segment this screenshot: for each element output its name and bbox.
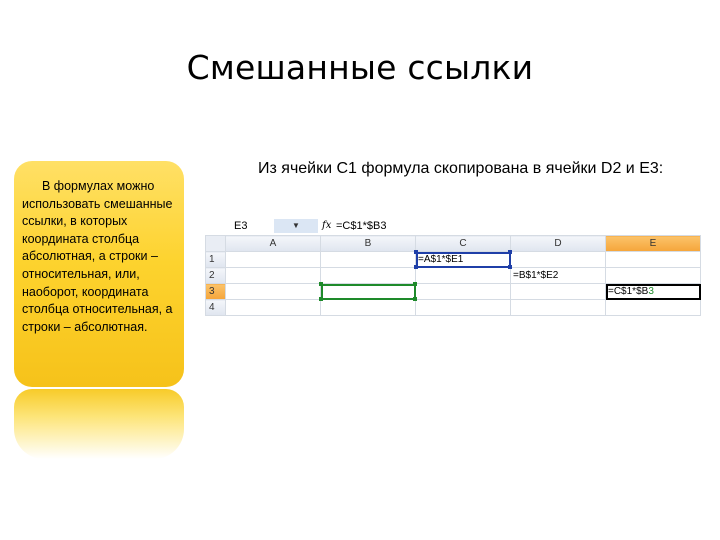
cell-a1[interactable] [226, 252, 321, 268]
table-row [206, 268, 701, 284]
cell-c1-value: =A$1*$E1 [418, 254, 464, 265]
column-header-row [206, 236, 701, 252]
table-row [206, 284, 701, 300]
cell-b1[interactable] [321, 252, 416, 268]
cell-d1[interactable] [511, 252, 606, 268]
cell-b4[interactable] [321, 300, 416, 316]
ref-handle [508, 250, 512, 254]
ref-handle [414, 265, 418, 269]
ref-handle [414, 250, 418, 254]
ref-handle [319, 297, 323, 301]
cell-c1[interactable] [416, 252, 511, 268]
ref-handle [508, 265, 512, 269]
ref-handle [413, 297, 417, 301]
cell-a4[interactable] [226, 300, 321, 316]
cell-c2[interactable] [416, 268, 511, 284]
cell-a2[interactable] [226, 268, 321, 284]
row-header-4[interactable]: 4 [206, 300, 226, 316]
spreadsheet-grid [205, 235, 701, 316]
ref-handle [413, 282, 417, 286]
cell-d2[interactable]: =B$1*$E2 [511, 268, 606, 284]
fx-icon[interactable]: fx [322, 220, 332, 231]
cell-c4[interactable] [416, 300, 511, 316]
row-header-3[interactable]: 3 [206, 284, 226, 300]
column-header-b[interactable]: B [321, 236, 416, 252]
column-header-d[interactable]: D [511, 236, 606, 252]
cell-e3-formula-part2: 3 [648, 286, 654, 297]
cell-b3[interactable] [321, 284, 416, 300]
ref-handle [319, 282, 323, 286]
select-all-corner[interactable] [206, 236, 226, 252]
name-box[interactable]: E3 [234, 220, 248, 232]
name-box-dropdown-icon[interactable]: ▼ [274, 219, 318, 233]
table-row [206, 300, 701, 316]
cell-b2[interactable] [321, 268, 416, 284]
row-header-1[interactable]: 1 [206, 252, 226, 268]
cell-d3[interactable] [511, 284, 606, 300]
cell-e2[interactable] [606, 268, 701, 284]
callout-text: В формулах можно использовать смешанные ссылки, в которых координата столбца абсолютная, а строки – относительная, или, наоборот, координата столбца относительная, а строки – абсолютная. [22, 179, 173, 334]
info-callout [14, 161, 184, 387]
cell-c3[interactable] [416, 284, 511, 300]
formula-input[interactable]: =C$1*$B3 [336, 220, 387, 232]
callout-reflection [14, 389, 184, 459]
cell-a3[interactable] [226, 284, 321, 300]
column-header-a[interactable]: A [226, 236, 321, 252]
cell-e1[interactable] [606, 252, 701, 268]
column-header-c[interactable]: C [416, 236, 511, 252]
formula-bar [230, 218, 396, 234]
description-text: Из ячейки С1 формула скопирована в ячейки D2 и E3: [258, 160, 664, 177]
cell-e3-formula-part1: =C$1*$B [608, 286, 649, 297]
table-row [206, 252, 701, 268]
row-header-2[interactable]: 2 [206, 268, 226, 284]
cell-e4[interactable] [606, 300, 701, 316]
cell-d4[interactable] [511, 300, 606, 316]
column-header-e[interactable]: E [606, 236, 701, 252]
slide-title: Смешанные ссылки [186, 48, 534, 87]
cell-e3[interactable] [606, 284, 701, 300]
